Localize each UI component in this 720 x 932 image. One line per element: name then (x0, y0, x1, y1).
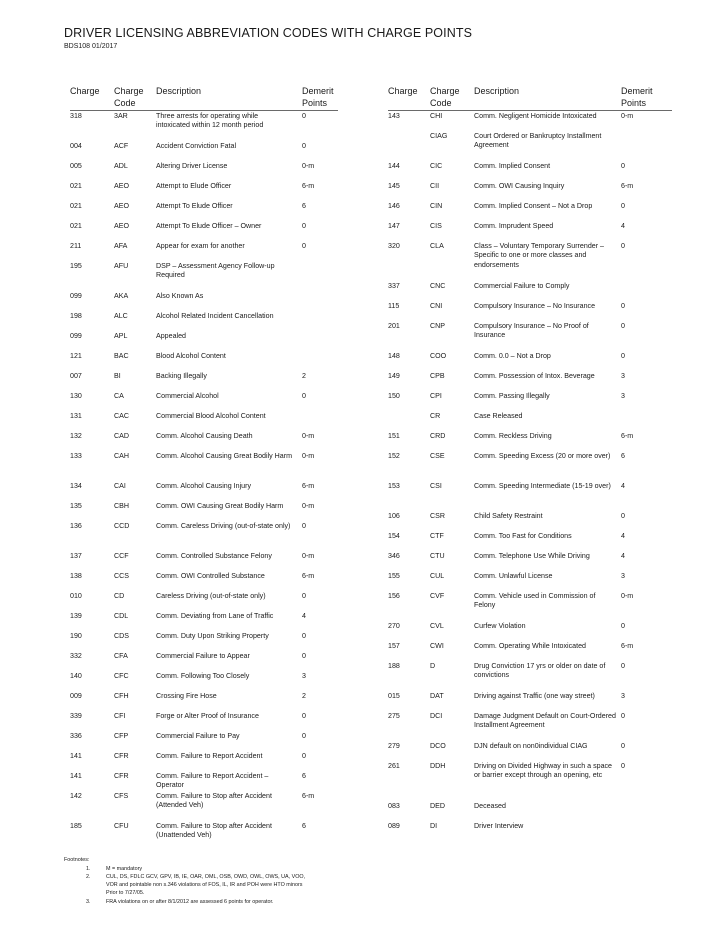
demerit-points: 0-m (621, 112, 634, 120)
charge-code: CCS (114, 572, 129, 580)
charge-number: 147 (388, 222, 400, 230)
charge-number: 143 (388, 112, 400, 120)
charge-code: CAH (114, 452, 129, 460)
header-rule (70, 110, 338, 111)
charge-description: Forge or Alter Proof of Insurance (156, 712, 259, 720)
demerit-points: 0 (302, 632, 306, 640)
charge-description: Comm. Alcohol Causing Great Bodily Harm (156, 452, 293, 460)
charge-description: Deceased (474, 802, 506, 810)
charge-code: D (430, 662, 436, 670)
charge-code: CA (114, 392, 124, 400)
footnote-number: 1. (86, 866, 91, 872)
charge-number: 099 (70, 332, 82, 340)
demerit-points: 6-m (302, 792, 315, 800)
charge-description: Court Ordered or Bankruptcy Installment Agreement (474, 132, 602, 150)
charge-number: 149 (388, 372, 400, 380)
charge-number: 131 (70, 412, 82, 420)
charge-code: CNI (430, 302, 443, 310)
charge-number: 009 (70, 692, 82, 700)
demerit-points: 6-m (302, 182, 315, 190)
charge-number: 275 (388, 712, 400, 720)
charge-code: CIS (430, 222, 442, 230)
charge-code: CFH (114, 692, 129, 700)
header-charge-code: Charge Code (430, 86, 460, 108)
demerit-points: 0-m (302, 162, 315, 170)
demerit-points: 4 (621, 532, 625, 540)
charge-code: CDS (114, 632, 129, 640)
charge-number: 141 (70, 752, 82, 760)
charge-description: DSP – Assessment Agency Follow-up Required (156, 262, 275, 280)
charge-code: CSE (430, 452, 445, 460)
charge-description: Comm. Following Too Closely (156, 672, 250, 680)
charge-number: 270 (388, 622, 400, 630)
demerit-points: 6-m (621, 432, 634, 440)
charge-code: CNP (430, 322, 445, 330)
demerit-points: 6 (621, 452, 625, 460)
charge-code: CFA (114, 652, 128, 660)
charge-number: 190 (70, 632, 82, 640)
charge-number: 083 (388, 802, 400, 810)
charge-code: CTU (430, 552, 445, 560)
charge-description: Drug Conviction 17 yrs or older on date of convictions (474, 662, 606, 680)
header-demerit-points: Demerit Points (302, 86, 334, 108)
charge-description: Backing Illegally (156, 372, 207, 380)
header-charge: Charge (70, 86, 100, 96)
demerit-points: 0 (302, 522, 306, 530)
charge-description: Driving on Divided Highway in such a space or barrier except through an opening, etc (474, 762, 613, 780)
charge-description: Comm. Unlawful License (474, 572, 553, 580)
charge-description: Compulsory Insurance – No Insurance (474, 302, 596, 310)
charge-code: CD (114, 592, 125, 600)
demerit-points: 0 (621, 162, 625, 170)
demerit-points: 0 (302, 712, 306, 720)
charge-description: Comm. Deviating from Lane of Traffic (156, 612, 274, 620)
charge-number: 155 (388, 572, 400, 580)
demerit-points: 3 (621, 692, 625, 700)
footnote-text: M = mandatory (106, 866, 143, 872)
charge-code: CIAG (430, 132, 448, 140)
charge-number: 195 (70, 262, 82, 270)
demerit-points: 3 (621, 572, 625, 580)
charge-number: 139 (70, 612, 82, 620)
demerit-points: 4 (621, 482, 625, 490)
charge-description: Comm. Operating While Intoxicated (474, 642, 586, 650)
charge-description: Comm. Passing Illegally (474, 392, 550, 400)
demerit-points: 6-m (302, 482, 315, 490)
charge-description: Comm. Telephone Use While Driving (474, 552, 590, 560)
charge-description: Comm. Vehicle used in Commission of Felony (474, 592, 596, 610)
demerit-points: 0 (621, 662, 625, 670)
charge-description: Commercial Alcohol (156, 392, 219, 400)
charge-number: 198 (70, 312, 82, 320)
charge-code: CIC (430, 162, 443, 170)
charge-code: DCO (430, 742, 446, 750)
charge-number: 010 (70, 592, 82, 600)
charge-number: 148 (388, 352, 400, 360)
charge-code: CVL (430, 622, 444, 630)
charge-description: Damage Judgment Default on Court-Ordered Installment Agreement (474, 712, 616, 730)
charge-description: Driving against Traffic (one way street) (474, 692, 595, 700)
charge-number: 135 (70, 502, 82, 510)
charge-code: CCD (114, 522, 130, 530)
footnote-number: 3. (86, 899, 91, 905)
charge-code: COO (430, 352, 447, 360)
charge-number: 339 (70, 712, 82, 720)
charge-code: CBH (114, 502, 129, 510)
charge-number: 336 (70, 732, 82, 740)
charge-code: CPB (430, 372, 445, 380)
charge-number: 153 (388, 482, 400, 490)
charge-number: 133 (70, 452, 82, 460)
header-charge: Charge (388, 86, 418, 96)
charge-code: AKA (114, 292, 129, 300)
charge-description: Comm. Implied Consent – Not a Drop (474, 202, 593, 210)
demerit-points: 0-m (302, 552, 315, 560)
charge-code: CFP (114, 732, 129, 740)
demerit-points: 0 (302, 142, 306, 150)
charge-number: 099 (70, 292, 82, 300)
charge-description: Comm. Failure to Stop after Accident (Unattended Veh) (156, 822, 272, 840)
footnote-text: VOR and pointable non s.346 violations of FOS, IL, IR and POH were HTO minors (106, 882, 303, 889)
demerit-points: 6-m (302, 572, 315, 580)
charge-code: CAC (114, 412, 129, 420)
footnote-number: 2. (86, 874, 91, 880)
charge-description: Careless Driving (out-of-state only) (156, 592, 266, 600)
charge-code: BI (114, 372, 121, 380)
charge-description: Crossing Fire Hose (156, 692, 217, 700)
charge-code: CAD (114, 432, 129, 440)
charge-number: 156 (388, 592, 400, 600)
footnote-text: Prior to 7/27/05. (106, 890, 145, 897)
header-description: Description (474, 86, 520, 96)
header-rule (388, 110, 672, 111)
charge-code: CLA (430, 242, 444, 250)
charge-description: Alcohol Related Incident Cancellation (156, 312, 274, 320)
charge-number: 134 (70, 482, 82, 490)
charge-number: 150 (388, 392, 400, 400)
charge-code: DAT (430, 692, 444, 700)
demerit-points: 0-m (302, 432, 315, 440)
demerit-points: 0 (621, 202, 625, 210)
charge-description: Comm. Careless Driving (out-of-state only) (156, 522, 291, 530)
header-demerit-points: Demerit Points (621, 86, 653, 108)
charge-description: Child Safety Restraint (474, 512, 543, 520)
charge-code: CFI (114, 712, 126, 720)
demerit-points: 0-m (302, 502, 315, 510)
demerit-points: 0 (621, 322, 625, 330)
form-number: BDS108 01/2017 (64, 43, 118, 50)
charge-description: Comm. Failure to Stop after Accident (Attended Veh) (156, 792, 272, 810)
demerit-points: 3 (621, 372, 625, 380)
demerit-points: 0 (621, 742, 625, 750)
charge-description: Curfew Violation (474, 622, 526, 630)
charge-code: CII (430, 182, 440, 190)
demerit-points: 6-m (621, 642, 634, 650)
charge-description: Comm. 0.0 – Not a Drop (474, 352, 551, 360)
charge-code: CPI (430, 392, 442, 400)
charge-description: Commercial Failure to Pay (156, 732, 240, 740)
charge-number: 004 (70, 142, 82, 150)
footnote-text: CUL, DS, FDLC GCV, GPV, IB, IE, OAR, OML, OSB, OWD, OWL, OWS, UA, VOO, (106, 874, 306, 880)
charge-number: 188 (388, 662, 400, 670)
charge-code: CUL (430, 572, 445, 580)
charge-description: Comm. Failure to Report Accident – Operator (156, 772, 269, 790)
charge-description: Case Released (474, 412, 523, 420)
charge-code: BAC (114, 352, 129, 360)
charge-code: CHI (430, 112, 443, 120)
charge-number: 005 (70, 162, 82, 170)
charge-number: 140 (70, 672, 82, 680)
footnote-text: FRA violations on or after 8/1/2012 are assessed 6 points for operator. (106, 899, 274, 905)
demerit-points: 6-m (621, 182, 634, 190)
footnotes-title: Footnotes: (64, 857, 90, 863)
page-title: DRIVER LICENSING ABBREVIATION CODES WITH CHARGE POINTS (64, 26, 473, 40)
charge-number: 152 (388, 452, 400, 460)
charge-number: 318 (70, 112, 82, 120)
charge-number: 261 (388, 762, 400, 770)
charge-code: CTF (430, 532, 444, 540)
charge-description: Comm. Duty Upon Striking Property (156, 632, 269, 640)
charge-number: 137 (70, 552, 82, 560)
demerit-points: 6 (302, 822, 306, 830)
charge-number: 021 (70, 182, 82, 190)
demerit-points: 4 (621, 552, 625, 560)
demerit-points: 0 (621, 712, 625, 720)
charge-number: 154 (388, 532, 400, 540)
charge-description: Comm. Speeding Excess (20 or more over) (474, 452, 611, 460)
charge-description: Appealed (156, 332, 186, 340)
charge-number: 130 (70, 392, 82, 400)
charge-description: Comm. Possession of Intox. Beverage (474, 372, 595, 380)
charge-description: Class – Voluntary Temporary Surrender – Specific to one or more classes and endorsements (474, 242, 604, 269)
charge-code: ACF (114, 142, 129, 150)
charge-number: 332 (70, 652, 82, 660)
demerit-points: 2 (302, 692, 306, 700)
charge-code: CFS (114, 792, 129, 800)
charge-number: 132 (70, 432, 82, 440)
demerit-points: 3 (621, 392, 625, 400)
charge-number: 007 (70, 372, 82, 380)
charge-code: APL (114, 332, 128, 340)
demerit-points: 0 (302, 592, 306, 600)
charge-description: Commercial Blood Alcohol Content (156, 412, 266, 420)
charge-number: 185 (70, 822, 82, 830)
demerit-points: 0 (302, 732, 306, 740)
charge-description: Attempt to Elude Officer (156, 182, 232, 190)
charge-description: Appear for exam for another (156, 242, 245, 250)
charge-number: 337 (388, 282, 400, 290)
charge-number: 142 (70, 792, 82, 800)
charge-number: 021 (70, 202, 82, 210)
demerit-points: 3 (302, 672, 306, 680)
charge-code: CNC (430, 282, 446, 290)
header-description: Description (156, 86, 202, 96)
charge-code: 3AR (114, 112, 128, 120)
charge-number: 015 (388, 692, 400, 700)
charge-code: CFU (114, 822, 129, 830)
charge-description: Comm. OWI Causing Great Bodily Harm (156, 502, 284, 510)
charge-number: 115 (388, 302, 400, 310)
demerit-points: 0-m (621, 592, 634, 600)
charge-description: Comm. Speeding Intermediate (15-19 over) (474, 482, 611, 490)
charge-number: 021 (70, 222, 82, 230)
charge-code: CIN (430, 202, 443, 210)
charge-description: Comm. Implied Consent (474, 162, 551, 170)
demerit-points: 0 (302, 392, 306, 400)
charge-code: CR (430, 412, 441, 420)
charge-description: Comm. Too Fast for Conditions (474, 532, 572, 540)
charge-description: Driver Interview (474, 822, 524, 830)
charge-description: Commercial Failure to Comply (474, 282, 570, 290)
charge-code: AEO (114, 182, 129, 190)
charge-description: Attempt To Elude Officer – Owner (156, 222, 262, 230)
charge-number: 320 (388, 242, 400, 250)
charge-number: 138 (70, 572, 82, 580)
demerit-points: 6 (302, 202, 306, 210)
charge-code: CFR (114, 772, 129, 780)
charge-number: 145 (388, 182, 400, 190)
charge-description: Comm. Alcohol Causing Death (156, 432, 253, 440)
demerit-points: 4 (621, 222, 625, 230)
charge-code: AFU (114, 262, 129, 270)
demerit-points: 0 (302, 652, 306, 660)
demerit-points: 0 (302, 242, 306, 250)
charge-number: 121 (70, 352, 82, 360)
charge-description: Blood Alcohol Content (156, 352, 226, 360)
charge-description: Altering Driver License (156, 162, 228, 170)
charge-description: DJN default on non0individual CIAG (474, 742, 588, 750)
charge-number: 136 (70, 522, 82, 530)
charge-code: CFR (114, 752, 129, 760)
charge-code: ALC (114, 312, 128, 320)
demerit-points: 0 (621, 302, 625, 310)
demerit-points: 0 (302, 112, 306, 120)
charge-code: DCI (430, 712, 443, 720)
demerit-points: 4 (302, 612, 306, 620)
demerit-points: 0 (302, 222, 306, 230)
charge-description: Comm. OWI Causing Inquiry (474, 182, 565, 190)
charge-description: Comm. Controlled Substance Felony (156, 552, 272, 560)
charge-number: 146 (388, 202, 400, 210)
charge-code: CFC (114, 672, 129, 680)
charge-description: Comm. Imprudent Speed (474, 222, 554, 230)
charge-number: 211 (70, 242, 82, 250)
demerit-points: 0 (621, 352, 625, 360)
charge-code: CVF (430, 592, 445, 600)
charge-description: Commercial Failure to Appear (156, 652, 250, 660)
charge-number: 106 (388, 512, 400, 520)
demerit-points: 0 (621, 512, 625, 520)
charge-number: 141 (70, 772, 82, 780)
charge-description: Comm. Alcohol Causing Injury (156, 482, 252, 490)
charge-code: AEO (114, 202, 129, 210)
charge-number: 151 (388, 432, 400, 440)
charge-code: CSR (430, 512, 445, 520)
charge-code: AEO (114, 222, 129, 230)
charge-description: Comm. Negligent Homicide Intoxicated (474, 112, 597, 120)
charge-description: Comm. Failure to Report Accident (156, 752, 263, 760)
charge-code: CRD (430, 432, 446, 440)
charge-code: CCF (114, 552, 129, 560)
charge-number: 346 (388, 552, 400, 560)
header-charge-code: Charge Code (114, 86, 144, 108)
charge-number: 089 (388, 822, 400, 830)
demerit-points: 6 (302, 772, 306, 780)
demerit-points: 0 (621, 242, 625, 250)
charge-code: AFA (114, 242, 128, 250)
charge-code: DI (430, 822, 438, 830)
charge-description: Accident Conviction Fatal (156, 142, 237, 150)
charge-code: DDH (430, 762, 446, 770)
demerit-points: 0 (302, 752, 306, 760)
charge-code: DED (430, 802, 445, 810)
charge-code: CWI (430, 642, 444, 650)
demerit-points: 0 (621, 762, 625, 770)
demerit-points: 0 (621, 622, 625, 630)
charge-number: 144 (388, 162, 400, 170)
charge-code: CSI (430, 482, 442, 490)
charge-number: 201 (388, 322, 400, 330)
charge-description: Three arrests for operating while intoxicated within 12 month period (156, 112, 264, 130)
charge-code: CAI (114, 482, 126, 490)
charge-description: Attempt To Elude Officer (156, 202, 233, 210)
charge-code: ADL (114, 162, 128, 170)
charge-number: 279 (388, 742, 400, 750)
charge-description: Compulsory Insurance – No Proof of Insurance (474, 322, 589, 340)
charge-description: Also Known As (156, 292, 204, 300)
charge-number: 157 (388, 642, 400, 650)
charge-description: Comm. Reckless Driving (474, 432, 552, 440)
demerit-points: 2 (302, 372, 306, 380)
charge-code: CDL (114, 612, 129, 620)
demerit-points: 0-m (302, 452, 315, 460)
charge-description: Comm. OWI Controlled Substance (156, 572, 265, 580)
